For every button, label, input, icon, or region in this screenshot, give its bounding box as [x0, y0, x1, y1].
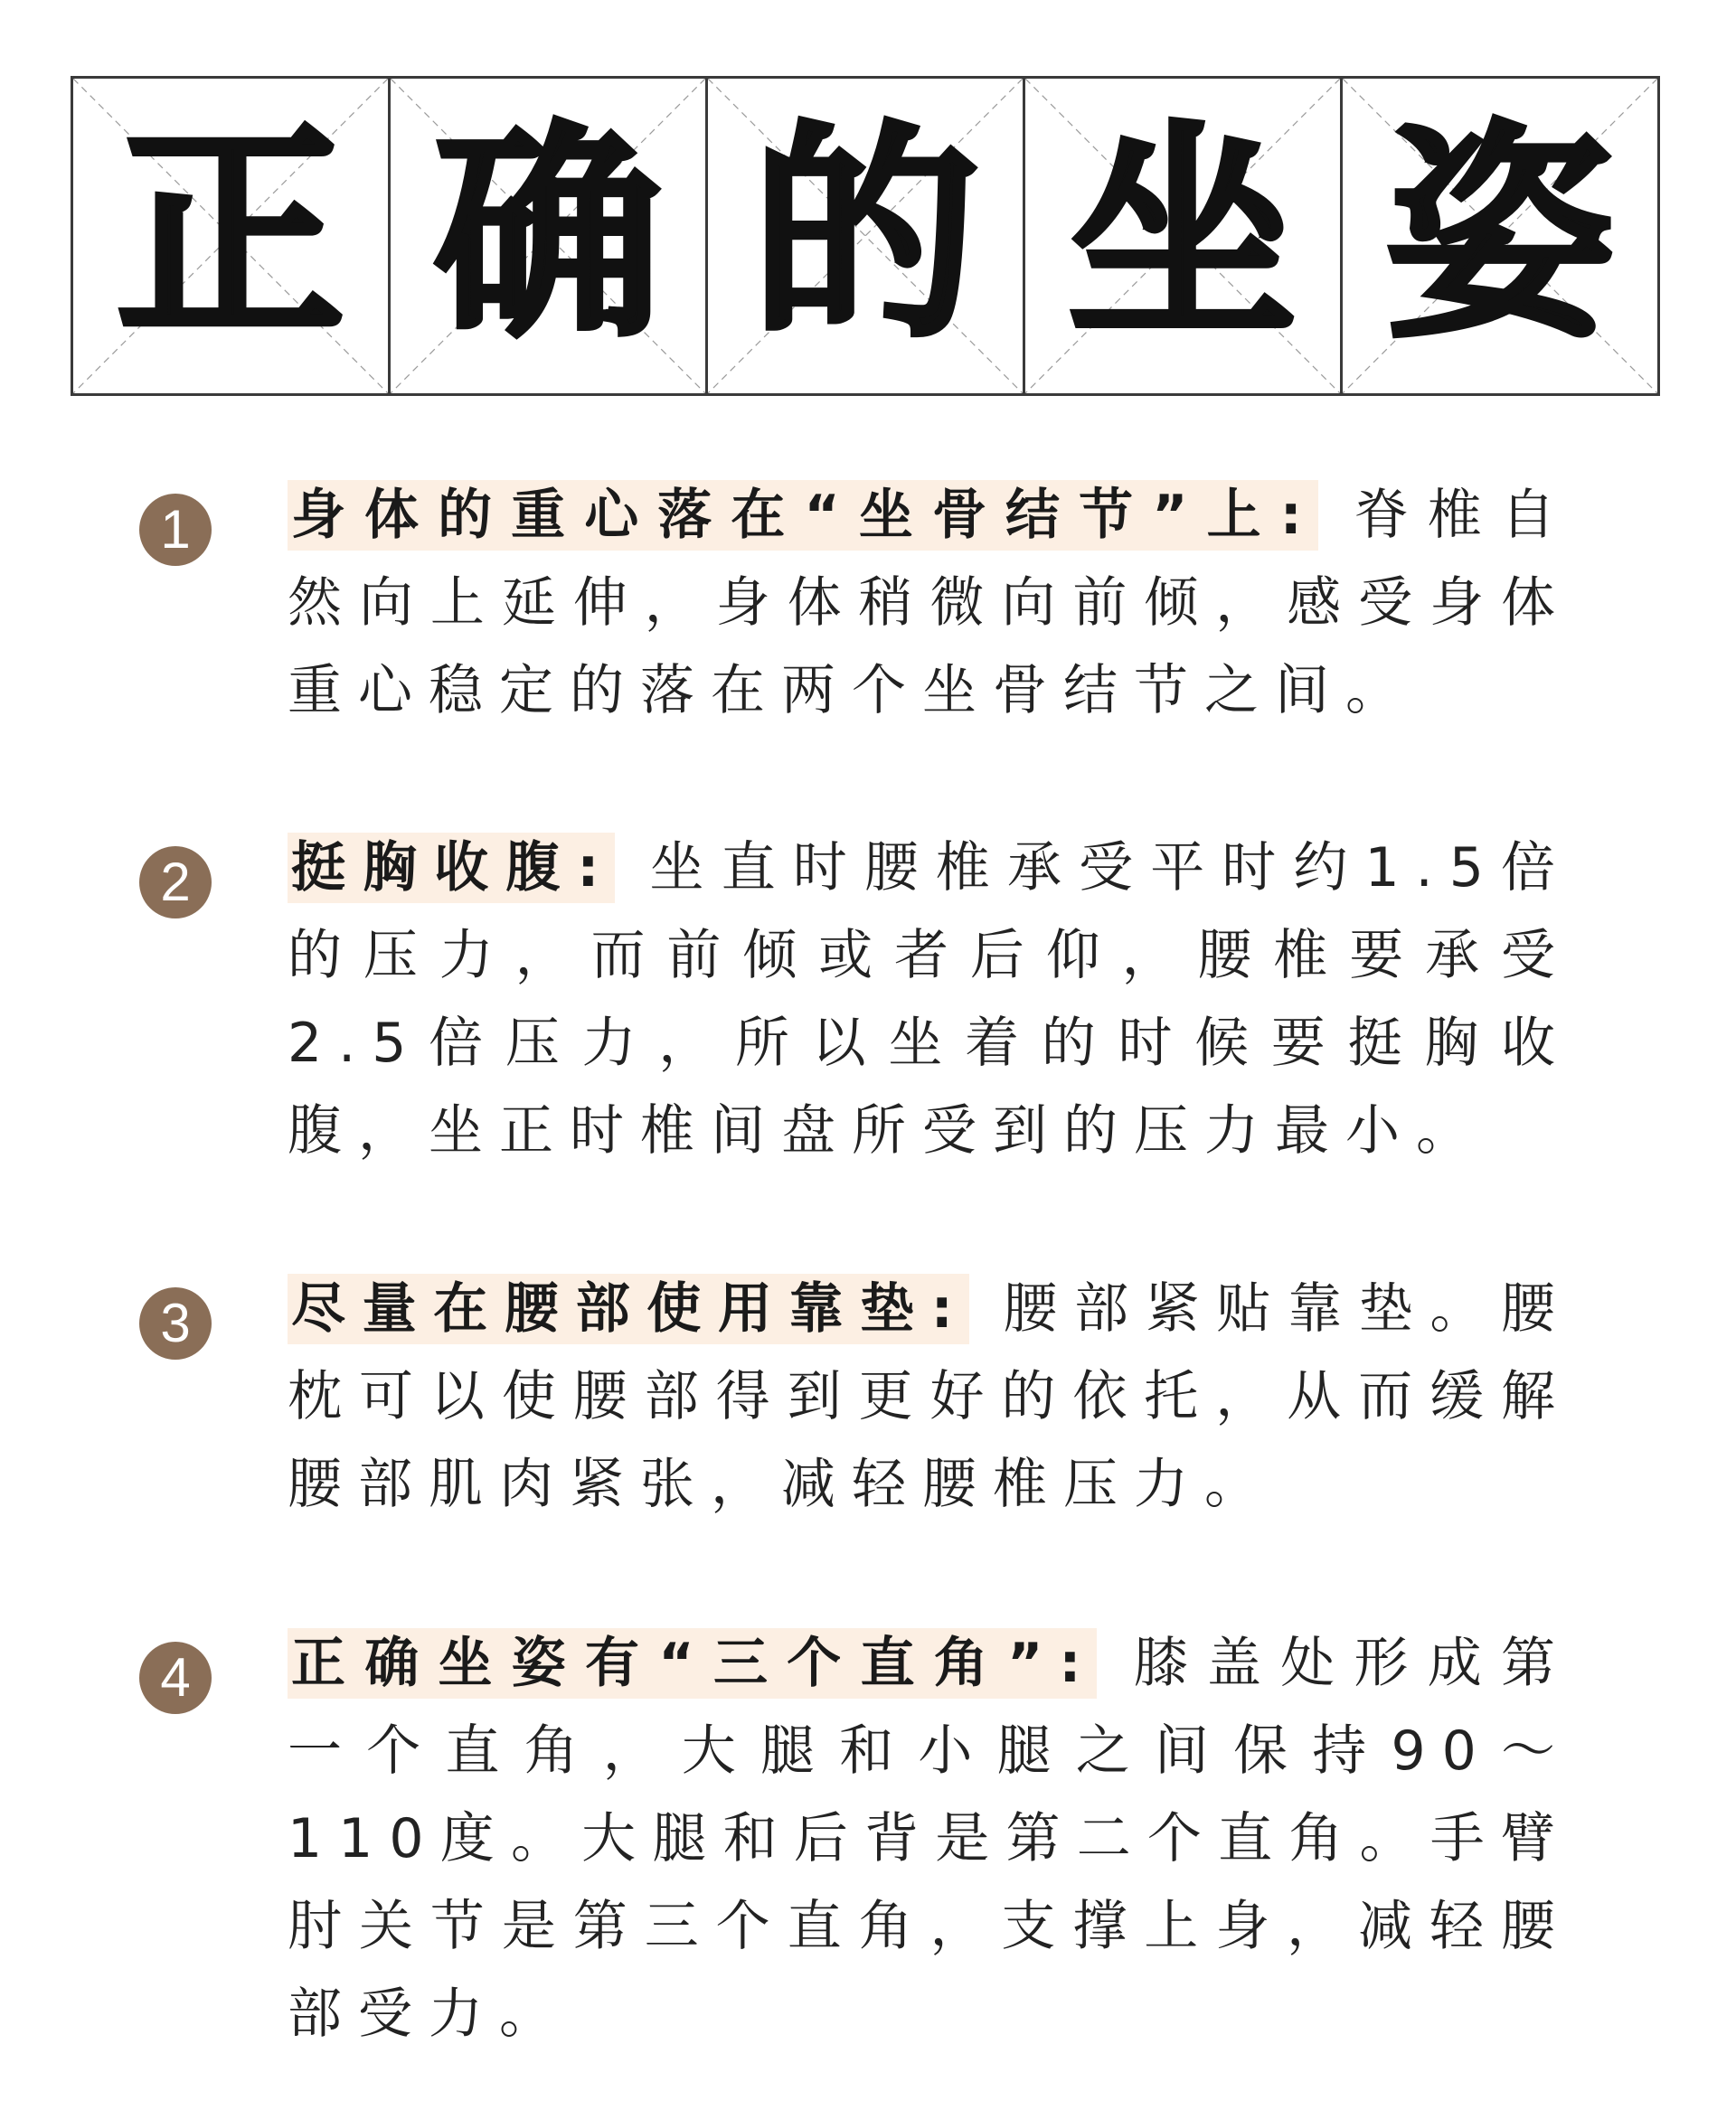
title-cell-3: [708, 79, 1025, 393]
tip-paragraph: [288, 1620, 1571, 2058]
tip-heading: 身体的重心落在“坐骨结节”上:: [288, 480, 1318, 551]
title-grid: [71, 76, 1660, 396]
number-badge: 3: [139, 1287, 212, 1360]
title-cell-4: [1025, 79, 1343, 393]
title-cell-1: [73, 79, 391, 393]
title-cell-2: [391, 79, 708, 393]
title-char-1: 正: [116, 103, 344, 368]
tip-body: 脊椎自然向上延伸，身体稍微向前倾，感受身体重心稳定的落在两个坐骨结节之间。: [288, 484, 1571, 722]
tip-paragraph: [288, 472, 1571, 735]
number-badge: 2: [139, 846, 212, 918]
tip-body: 膝盖处形成第一个直角，大腿和小腿之间保持90～110度。大腿和后背是第二个直角。手臂肘关节是第三个直角，支撑上身，减轻腰部受力。: [288, 1632, 1571, 2046]
title-char-3: 的: [750, 103, 979, 368]
tip-paragraph: [288, 824, 1571, 1175]
tip-paragraph: [288, 1266, 1571, 1529]
number-badge: 4: [139, 1642, 212, 1714]
tip-heading: 正确坐姿有“三个直角”:: [288, 1628, 1097, 1699]
title-cell-5: [1343, 79, 1657, 393]
title-char-2: 确: [433, 103, 662, 368]
number-badge: 1: [139, 494, 212, 566]
tip-heading: 尽量在腰部使用靠垫:: [288, 1274, 969, 1344]
tip-heading: 挺胸收腹:: [288, 833, 615, 903]
tip-body: 坐直时腰椎承受平时约1.5倍的压力，而前倾或者后仰，腰椎要承受2.5倍压力，所以坐着的时候要挺胸收腹，坐正时椎间盘所受到的压力最小。: [288, 836, 1571, 1163]
tip-body: 腰部紧贴靠垫。腰枕可以使腰部得到更好的依托，从而缓解腰部肌肉紧张，减轻腰椎压力。: [288, 1277, 1571, 1516]
title-char-4: 坐: [1068, 103, 1297, 368]
title-char-5: 姿: [1385, 103, 1614, 368]
